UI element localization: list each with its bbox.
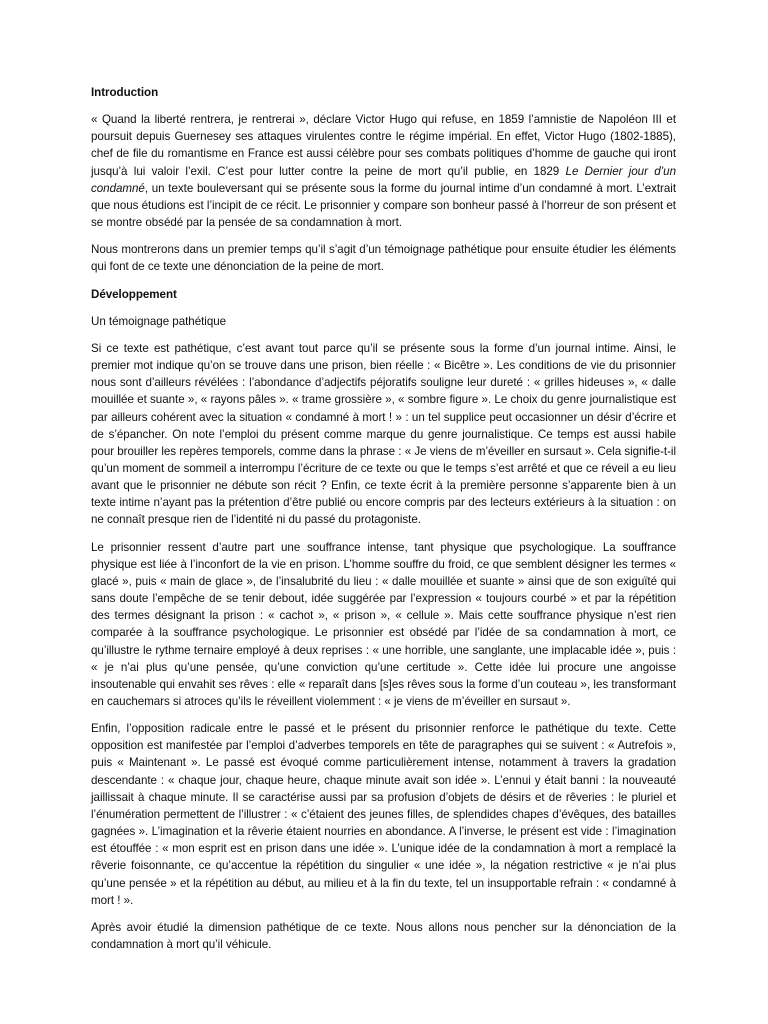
book-title: Le Dernier jour d’un condamné	[91, 164, 676, 195]
intro-text-a: « Quand la liberté rentrera, je rentrerai », déclare Victor Hugo qui refuse, en 1859 l’amnistie de Napoléon III et poursuit depuis Guernesey ses attaques virulentes contre le régime impérial. En effet, Victor Hugo (1802-1885), chef de file du romantisme en France est aussi célèbre pour ses combats politiques d’homme de gauche qui iront jusqu’à lui valoir l’exil. C’est pour lutter contre la peine de mort qu’il publie, en 1829	[91, 113, 676, 178]
intro-text-b: , un texte bouleversant qui se présente sous la forme du journal intime d’un condamné à mort. L’extrait que nous étudions est l’incipit de ce récit. Le prisonnier y compare son bonheur passé à l’horreur de son présent et se montre obsédé par la pensée de sa condamnation à mort.	[91, 181, 676, 230]
heading-developpement: Développement	[91, 287, 177, 301]
heading-introduction: Introduction	[91, 86, 159, 99]
intro-paragraph-1	[91, 111, 676, 231]
document-page	[91, 84, 676, 963]
dev-paragraph-2: Le prisonnier ressent d’autre part une souffrance intense, tant physique que psychologique. La souffrance physique est liée à l’inconfort de la vie en prison. L’homme souffre du froid, ce que semblent désigner les termes « glacé », puis « main de glace », de l’insalubrité du lieu : « dalle mouillée et suante » ainsi que de son exiguïté qui sans doute l’empêche de se tenir debout, idée suggérée par l’expression « toujours courbé » et par la répétition des termes désignant la prison : « cachot », « prison », « cellule ». Mais cette souffrance physique n’est rien comparée à la souffrance psychologique. Le prisonnier est obsédé par l’idée de sa condamnation à mort, ce qu’illustre le rythme ternaire employé à deux reprises : « une horrible, une sanglante, une implacable idée », puis : « je n’ai plus qu’une pensée, qu’une conviction qu’une certitude ». Cette idée lui procure une angoisse insoutenable qui envahit ses rêves : elle « reparaît dans [s]es rêves sous la forme d’un couteau », les transformant en cauchemars si atroces qu’ils le réveillent violemment : « je viens de m’éveiller en sursaut ».	[91, 540, 676, 708]
dev-paragraph-1: Si ce texte est pathétique, c’est avant tout parce qu’il se présente sous la forme d’un journal intime. Ainsi, le premier mot indique qu’on se trouve dans une prison, bien réelle : « Bicêtre ». Les conditions de vie du prisonnier nous sont d’ailleurs révélées : l’abondance d’adjectifs péjoratifs souligne leur dureté : « grilles hideuses », « dalle mouillée et suante », « rayons pâles ». « trame grossière », « sombre figure ». Le choix du genre journalistique est par ailleurs cohérent avec la situation « condamné à mort ! » : un tel supplice peut occasionner un désir d’écrire et de s’épancher. On note l’emploi du présent comme marque du genre journalistique. Ce temps est aussi habile pour brouiller les repères temporels, comme dans la phrase : « Je viens de m’éveiller en sursaut ». Cela signifie-t-il qu’un moment de sommeil a interrompu l’écriture de ce texte ou que le temps s’est arrêté et que ce réveil a eu lieu avant que le prisonnier ne débute son récit ? Enfin, ce texte écrit à la première personne s’apparente bien à un texte intime n’ayant pas la prétention d’être publié ou encore compris par des lecteurs extérieurs à la situation : on ne connaît presque rien de l’identité ni du passé du protagoniste.	[91, 341, 676, 527]
dev-paragraph-3: Enfin, l’opposition radicale entre le passé et le présent du prisonnier renforce le pathétique du texte. Cette opposition est manifestée par l’emploi d’adverbes temporels en tête de paragraphes qui se suivent : « Autrefois », puis « Maintenant ». Le passé est évoqué comme particulièrement intense, notamment à travers la gradation descendante : « chaque jour, chaque heure, chaque minute avait son idée ». L’ennui y était banni : la nouveauté jaillissait à chaque minute. Il se caractérise aussi par sa profusion d’objets de désirs et de rêveries : le pluriel et l’énumération permettent de l’illustrer : « c’étaient des jeunes filles, de splendides chapes d’évêques, des batailles gagnées ». L’imagination et la rêverie étaient nourries en abondance. A l’inverse, le présent est vide : l’imagination est étouffée : « mon esprit est en prison dans une idée ». L’unique idée de la condamnation à mort a remplacé la rêverie foisonnante, ce qu’accentue la répétition du singulier « une idée », la négation restrictive « je n’ai plus qu’une pensée » et la répétition au début, au milieu et à la fin du texte, tel un insupportable refrain : « condamné à mort ! ».	[91, 722, 676, 907]
subheading-temoignage: Un témoignage pathétique	[91, 314, 227, 328]
intro-paragraph-2: Nous montrerons dans un premier temps qu’il s’agit d’un témoignage pathétique pour ensuite étudier les éléments qui font de ce texte une dénonciation de la peine de mort.	[91, 243, 676, 274]
dev-paragraph-4: Après avoir étudié la dimension pathétique de ce texte. Nous allons nous pencher sur la dénonciation de la condamnation à mort qu’il véhicule.	[91, 920, 676, 952]
